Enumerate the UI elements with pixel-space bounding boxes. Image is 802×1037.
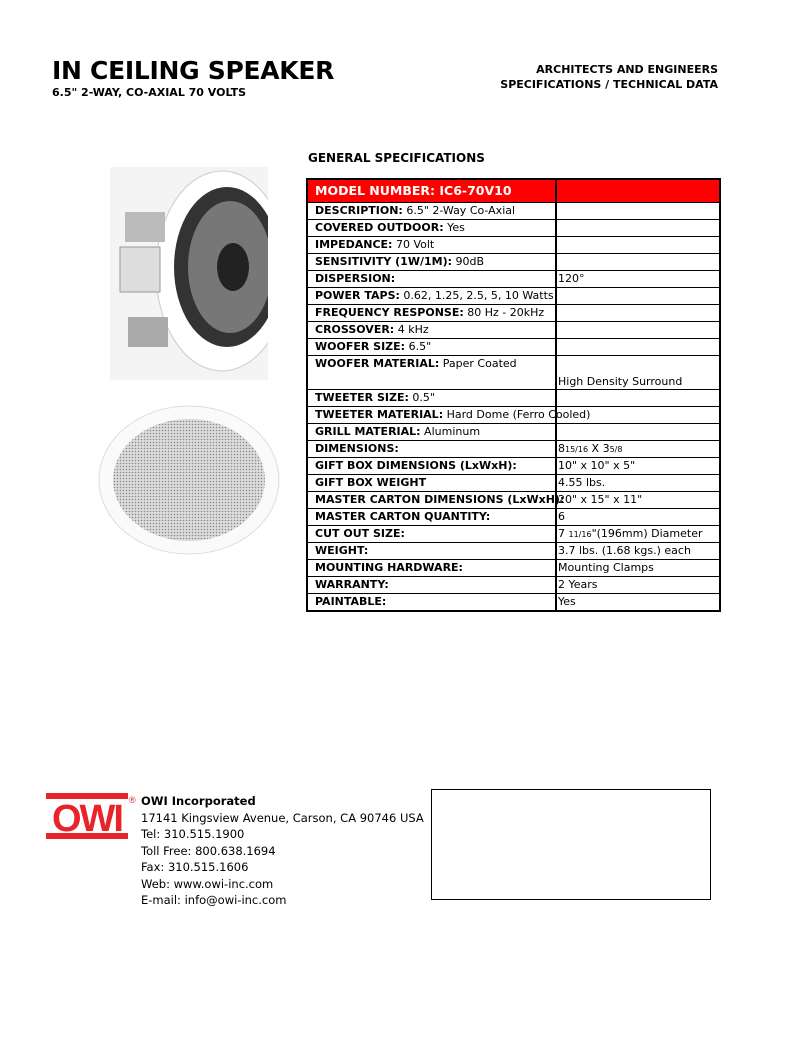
- spec-inline-value: 0.62, 1.25, 2.5, 5, 10 Watts: [399, 289, 554, 302]
- spec-value-cell: [556, 271, 720, 288]
- spec-value: Yes: [558, 595, 576, 608]
- company-web[interactable]: Web: www.owi-inc.com: [141, 876, 274, 891]
- spec-row: [307, 577, 720, 594]
- spec-value: High Density Surround: [558, 375, 683, 388]
- spec-label-cell: [307, 237, 556, 254]
- spec-inline-value: Aluminum: [420, 425, 481, 438]
- spec-row: [307, 441, 720, 458]
- company-name: OWI Incorporated: [141, 794, 256, 808]
- spec-label-cell: [307, 390, 556, 407]
- spec-label-cell: [307, 543, 556, 560]
- spec-value-cell: [556, 203, 720, 220]
- spec-inline-value: Hard Dome (Ferro Cooled): [443, 408, 591, 421]
- spec-label: FREQUENCY RESPONSE:: [315, 306, 464, 319]
- spec-row: [307, 356, 720, 390]
- spec-label-cell: [307, 322, 556, 339]
- spec-label: DESCRIPTION:: [315, 204, 403, 217]
- spec-row: [307, 407, 720, 424]
- company-fax: Fax: 310.515.1606: [141, 860, 249, 874]
- spec-label: IMPEDANCE:: [315, 238, 393, 251]
- company-tollfree: Toll Free: 800.638.1694: [141, 843, 276, 858]
- spec-row: [307, 254, 720, 271]
- spec-value-cell: [556, 543, 720, 560]
- spec-row: [307, 339, 720, 356]
- specifications-table: [306, 178, 721, 612]
- spec-value: 120°: [558, 272, 585, 285]
- spec-value-cell: [556, 288, 720, 305]
- spec-value-cell: [556, 526, 720, 543]
- spec-label-cell: [307, 339, 556, 356]
- spec-row: [307, 543, 720, 560]
- spec-label-cell: [307, 594, 556, 612]
- company-info: [141, 793, 424, 909]
- company-tel: Tel: 310.515.1900: [141, 827, 245, 841]
- dim-b-frac: 5/8: [609, 445, 623, 454]
- spec-inline-value: 6.5": [405, 340, 432, 353]
- spec-label: WEIGHT:: [315, 544, 369, 557]
- spec-row: [307, 560, 720, 577]
- spec-label-cell: [307, 220, 556, 237]
- speaker-grill-image: [98, 405, 280, 555]
- header-right-line1: ARCHITECTS AND ENGINEERS: [536, 63, 718, 76]
- spec-value-cell: [556, 237, 720, 254]
- spec-label-cell: [307, 203, 556, 220]
- spec-label: TWEETER SIZE:: [315, 391, 409, 404]
- spec-label: CUT OUT SIZE:: [315, 527, 405, 540]
- spec-label: DISPERSION:: [315, 272, 396, 285]
- spec-label: WARRANTY:: [315, 578, 389, 591]
- spec-inline-value: 90dB: [452, 255, 485, 268]
- spec-label: DIMENSIONS:: [315, 442, 399, 455]
- spec-value-cell: [556, 577, 720, 594]
- cutout-a: 7: [558, 527, 569, 540]
- spec-label: MASTER CARTON QUANTITY:: [315, 510, 491, 523]
- spec-label-cell: [307, 458, 556, 475]
- spec-value-cell: [556, 509, 720, 526]
- spec-label-cell: [307, 577, 556, 594]
- spec-value-cell: [556, 424, 720, 441]
- spec-value: 20" x 15" x 11": [558, 493, 643, 506]
- spec-row: [307, 526, 720, 543]
- spec-row: [307, 594, 720, 612]
- spec-inline-value: Paper Coated: [439, 357, 517, 370]
- spec-value-cell: [556, 560, 720, 577]
- spec-label: WOOFER SIZE:: [315, 340, 406, 353]
- registered-mark: ®: [129, 795, 136, 805]
- spec-label: POWER TAPS:: [315, 289, 400, 302]
- model-number-value: [556, 179, 720, 203]
- spec-inline-value: 80 Hz - 20kHz: [463, 306, 545, 319]
- spec-value: 3.7 lbs. (1.68 kgs.) each: [558, 544, 691, 557]
- spec-inline-value: 4 kHz: [394, 323, 429, 336]
- spec-label-cell: [307, 424, 556, 441]
- spec-value-cell: [556, 339, 720, 356]
- spec-label: SENSITIVITY (1W/1M):: [315, 255, 453, 268]
- header-right: [500, 62, 718, 92]
- spec-label: PAINTABLE:: [315, 595, 387, 608]
- spec-value-cell: [556, 254, 720, 271]
- cutout-rest: "(196mm) Diameter: [591, 527, 703, 540]
- spec-value-cell: [556, 305, 720, 322]
- spec-value: 2 Years: [558, 578, 598, 591]
- spec-value-cell: [556, 356, 720, 390]
- spec-value: 4.55 lbs.: [558, 476, 606, 489]
- dim-a-frac: 15/16: [565, 445, 589, 454]
- owi-logo: [46, 793, 136, 847]
- spec-value-cell: [556, 492, 720, 509]
- model-number-row: [307, 179, 720, 203]
- page-subtitle: 6.5" 2-WAY, CO-AXIAL 70 VOLTS: [52, 86, 247, 99]
- spec-label: GIFT BOX DIMENSIONS (LxWxH):: [315, 459, 517, 472]
- spec-label-cell: [307, 407, 591, 424]
- header-right-line2: SPECIFICATIONS / TECHNICAL DATA: [500, 78, 718, 91]
- spec-value-cell: [556, 594, 720, 612]
- spec-label-cell: [307, 271, 556, 288]
- spec-label-cell: [307, 254, 556, 271]
- spec-value-cell: [556, 475, 720, 492]
- spec-label-cell: [307, 492, 565, 509]
- spec-row: [307, 203, 720, 220]
- spec-value-cell: [556, 390, 720, 407]
- spec-value-cell: [556, 220, 720, 237]
- spec-row: [307, 458, 720, 475]
- spec-value: 10" x 10" x 5": [558, 459, 636, 472]
- spec-row: [307, 424, 720, 441]
- spec-label-cell: [307, 560, 556, 577]
- spec-label-cell: [307, 441, 556, 458]
- spec-label: MOUNTING HARDWARE:: [315, 561, 463, 574]
- spec-row: [307, 237, 720, 254]
- section-title: GENERAL SPECIFICATIONS: [308, 151, 485, 165]
- spec-inline-value: 70 Volt: [392, 238, 435, 251]
- dim-x: X 3: [588, 442, 610, 455]
- spec-value-cell: [556, 458, 720, 475]
- spec-label: CROSSOVER:: [315, 323, 395, 336]
- spec-row: [307, 288, 720, 305]
- page-title: IN CEILING SPEAKER: [52, 56, 335, 85]
- spec-value: Mounting Clamps: [558, 561, 654, 574]
- spec-row: [307, 509, 720, 526]
- spec-inline-value: Yes: [443, 221, 465, 234]
- spec-label-cell: [307, 356, 556, 390]
- dim-a: 8: [558, 442, 565, 455]
- spec-inline-value: 0.5": [408, 391, 435, 404]
- spec-label: GRILL MATERIAL:: [315, 425, 421, 438]
- spec-row: [307, 271, 720, 288]
- spec-label-cell: [307, 526, 556, 543]
- logo-text: OWI: [52, 798, 122, 840]
- spec-row: [307, 220, 720, 237]
- spec-row: [307, 390, 720, 407]
- spec-label-cell: [307, 288, 556, 305]
- spec-label: TWEETER MATERIAL:: [315, 408, 444, 421]
- spec-label: COVERED OUTDOOR:: [315, 221, 444, 234]
- spec-label: GIFT BOX WEIGHT: [315, 476, 427, 489]
- spec-value-cell: [556, 322, 720, 339]
- spec-row: [307, 322, 720, 339]
- company-address: 17141 Kingsview Avenue, Carson, CA 90746 USA: [141, 810, 424, 825]
- spec-label-cell: [307, 509, 556, 526]
- spec-label: MASTER CARTON DIMENSIONS (LxWxH):: [315, 493, 565, 506]
- speaker-side-image: [110, 167, 268, 380]
- dealer-stamp-box: [431, 789, 711, 900]
- spec-inline-value: 6.5" 2-Way Co-Axial: [402, 204, 516, 217]
- spec-row: [307, 475, 720, 492]
- model-number: MODEL NUMBER: IC6-70V10: [307, 179, 556, 203]
- spec-label: WOOFER MATERIAL:: [315, 357, 440, 370]
- spec-label-cell: [307, 475, 556, 492]
- company-email[interactable]: E-mail: info@owi-inc.com: [141, 893, 287, 907]
- spec-value: 6: [558, 510, 565, 523]
- cutout-frac: 11/16: [568, 530, 592, 539]
- spec-label-cell: [307, 305, 556, 322]
- spec-row: [307, 492, 720, 509]
- spec-value-cell: [556, 441, 720, 458]
- spec-row: [307, 305, 720, 322]
